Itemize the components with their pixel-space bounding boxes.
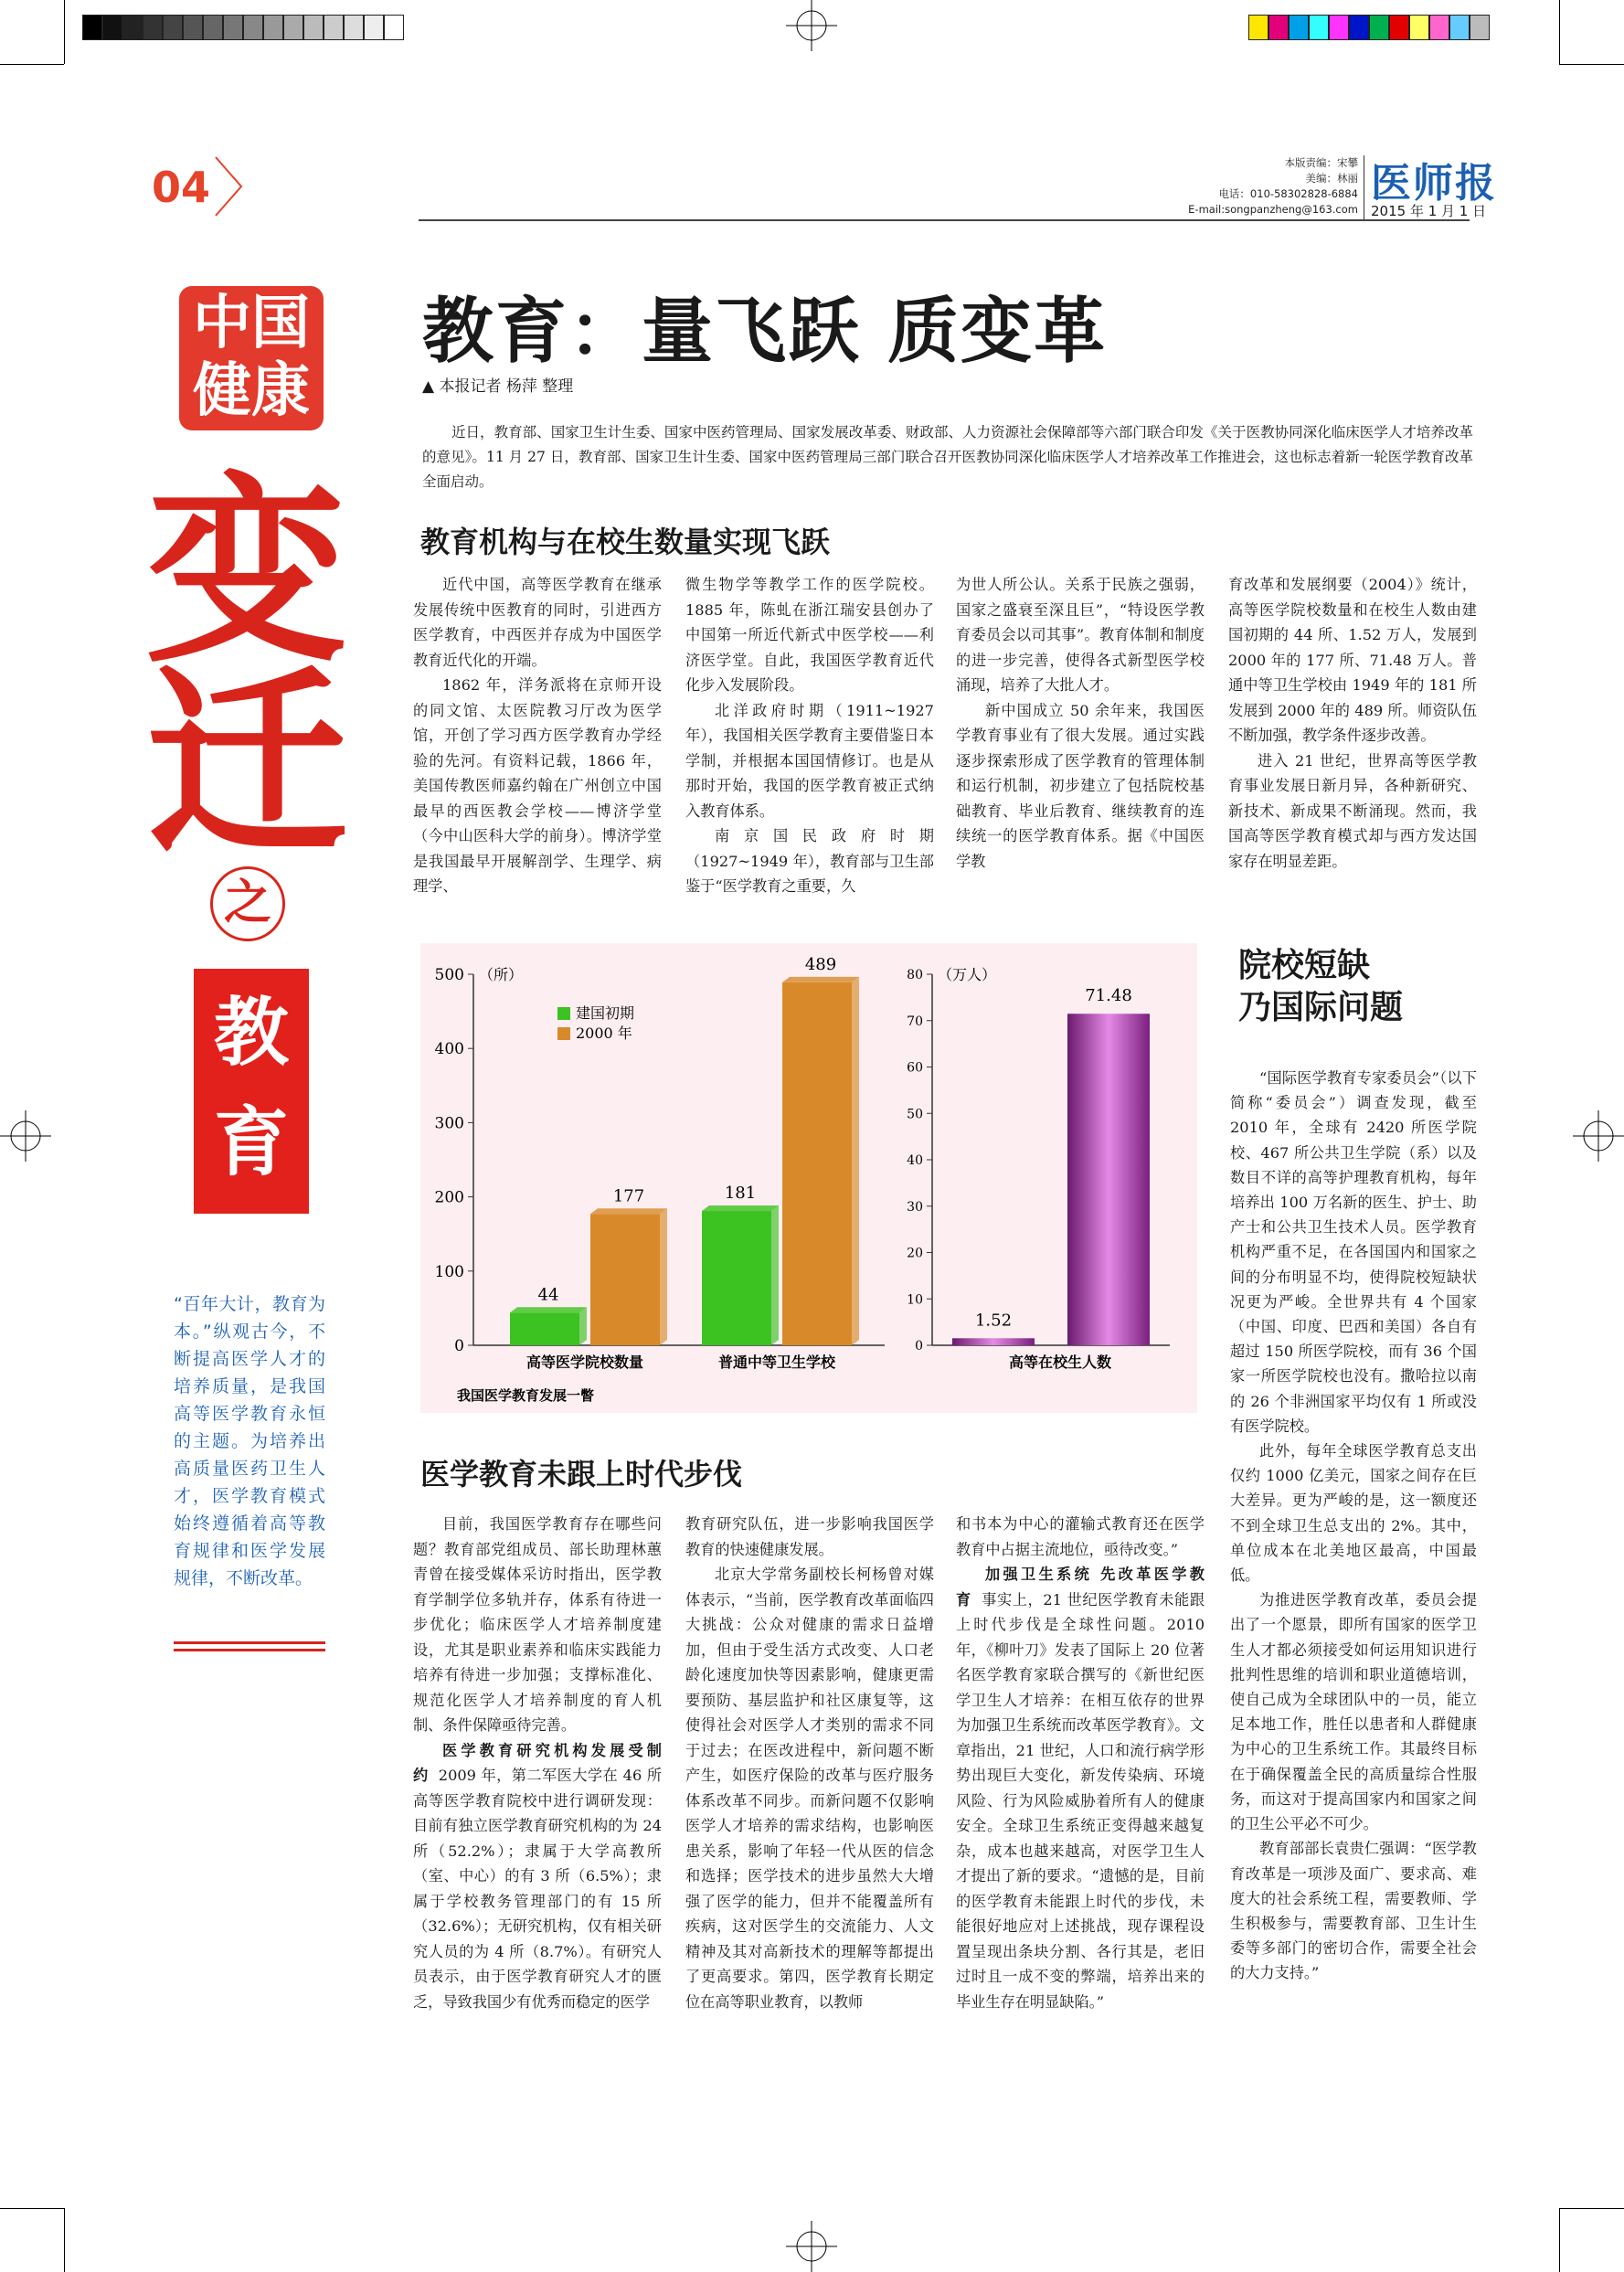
paragraph: 教育研究队伍，进一步影响我国医学教育的快速健康发展。	[685, 1515, 934, 1558]
header-rule	[419, 219, 1470, 221]
bar-side	[771, 1205, 779, 1345]
section1-column-3	[956, 572, 1205, 874]
category-label: 高等医学院校数量	[525, 1354, 644, 1371]
crop-mark	[0, 2208, 64, 2209]
y-tick-label: 20	[907, 1246, 923, 1261]
y-tick-label: 10	[907, 1292, 923, 1308]
paragraph: 近代中国，高等医学教育在继承发展传统中医教育的同时，引进西方医学教育，中西医并存成为中国医学教育近代化的开端。	[413, 576, 662, 669]
gray-registration-bar	[82, 15, 404, 40]
y-axis-unit: （万人）	[938, 966, 997, 983]
quote-rule	[174, 1641, 325, 1644]
registration-target-icon	[0, 1110, 51, 1162]
section2-column-3	[956, 1512, 1205, 2014]
bar	[1067, 1014, 1150, 1345]
education-box	[194, 969, 309, 1214]
bar-side	[660, 1208, 667, 1345]
headline-char-zhi: 之	[210, 866, 285, 941]
chevron-right-icon	[212, 155, 245, 218]
y-tick-label: 70	[907, 1014, 923, 1029]
headline-char-yu: 育	[213, 1099, 289, 1186]
side-heading-line: 院校短缺	[1238, 947, 1371, 984]
paragraph-text: 2009 年，第二军医大学在 46 所高等医学教育院校中进行调研发现：目前有独立医学教育研究机构的为 24 所（52.2%）；隶属于大学高教所（室、中心）的有 3 所（6.5%）；隶属于学校教务管理部门的有 15 所（32.6%）；无研究机构，仅有相关研究人员的为 4 所（8.7%）。有研究人员表示，由于医学教育研究人才的匮乏，导致我国少有优秀而稳定的医学	[413, 1767, 663, 2011]
column-quote: “百年大计，教育为本。”纵观古今，不断提高医学人才的培养质量，是我国高等医学教育永恒的主题。为培养出高质量医药卫生人才，医学教育模式始终遵循着高等教育规律和医学发展规律，不断改革。	[174, 1294, 325, 1588]
headline-char-bian: 变	[146, 452, 348, 689]
seal-text: 中国健康	[193, 289, 310, 425]
paragraph: 和书本为中心的灌输式教育还在医学教育中占据主流地位，亟待改变。”	[956, 1515, 1205, 1558]
registration-target-icon	[1573, 1110, 1624, 1162]
bar-top	[782, 977, 859, 982]
paragraph: 教育部部长袁贵仁强调：“医学教育改革是一项涉及面广、要求高、难度大的社会系统工程，需要教师、学生积极参与，需要教育部、卫生计生委等多部门的密切合作，需要全社会的大力支持。”	[1230, 1840, 1477, 1982]
crop-mark	[1559, 2208, 1624, 2209]
registration-target-icon	[786, 2221, 837, 2272]
y-tick-label: 500	[434, 966, 464, 984]
paragraph: 微生物学等教学工作的医学院校。1885 年，陈虬在浙江瑞安县创办了中国第一所近代新式中医学校——利济医学堂。自此，我国医学教育近代化步入发展阶段。	[685, 576, 934, 694]
crop-mark	[64, 2208, 65, 2272]
quote-rule	[174, 1649, 325, 1651]
china-health-seal	[179, 286, 324, 430]
headline-char-qian: 迁	[146, 644, 348, 881]
registration-target-icon	[786, 0, 837, 51]
bar	[782, 982, 852, 1345]
bar-side	[579, 1307, 587, 1345]
paragraph: 1862 年，洋务派将在京师开设的同文馆、太医院教习厅改为医学馆，开创了学习西方医学教育办学经验的先河。有资料记载，1866 年，美国传教医师嘉约翰在广州创立中国最早的西医教会学校——博济学堂（今中山医科大学的前身）。博济学堂是我国最早开展解剖学、生理学、病理学、	[413, 676, 662, 895]
side-column	[1230, 1066, 1477, 1986]
category-label: 高等在校生人数	[1008, 1354, 1112, 1371]
editor-name: 本版责编：宋攀	[1284, 156, 1358, 169]
paragraph: 进入 21 世纪，世界高等医学教育事业发展日新月异，各种新研究、新技术、新成果不断涌现。然而，我国高等医学教育模式却与西方发达国家存在明显差距。	[1228, 751, 1477, 870]
y-tick-label: 60	[907, 1060, 923, 1076]
side-heading	[1238, 945, 1403, 1029]
section-heading: 教育机构与在校生数量实现飞跃	[420, 525, 831, 559]
y-tick-label: 40	[907, 1153, 923, 1168]
data-label: 1.52	[974, 1311, 1013, 1331]
section1-column-1	[413, 572, 662, 899]
paragraph: 北京大学常务副校长柯杨曾对媒体表示，“当前，医学教育改革面临四大挑战：公众对健康的需求日益增加，但由于受生活方式改变、人口老龄化速度加快等因素影响，健康更需要预防、基层监护和社区康复等，这使得社会对医学人才类别的需求不同于过去；在医改进程中，新问题不断产生，如医疗保险的改革与医疗服务体系改革不同步。而新问题不仅影响医学人才培养的需求结构，也影响医患关系，影响了年轻一代从医的信念和选择；医学技术的进步虽然大大增强了医学的能力，但并不能覆盖所有疾病，这对医学生的交流能力、人文精神及其对高新技术的理解等都提出了更高要求。第四，医学教育长期定位在高等职业教育，以教师	[685, 1566, 934, 2011]
bar	[510, 1312, 579, 1345]
paragraph-text: 事实上，21 世纪医学教育未能跟上时代步伐是全球性问题。2010 年，《柳叶刀》发表了国际上 20 位著名医学教育家联合撰写的《新世纪医学卫生人才培养：在相互依存的世界为加强卫生系统而改革医学教育》。文章指出，21 世纪，人口和流行病学形势出现巨大变化，新发传染病、环境风险、行为风险威胁着所有人的健康安全。全球卫生系统正变得越来越复杂，成本也越来越高，对医学卫生人才提出了新的要求。“遗憾的是，目前的医学教育未能跟上时代的步伐，未能很好地应对上述挑战，现存课程设置呈现出条块分割、各行其是，老旧过时且一成不变的弊端，培养出来的毕业生存在明显缺陷。”	[956, 1590, 1205, 2011]
category-label: 普通中等卫生学校	[717, 1354, 836, 1371]
paragraph: 目前，我国医学教育存在哪些问题？教育部党组成员、部长助理林蕙青曾在接受媒体采访时指出，医学教育学制学位多轨并存，体系有待进一步优化；临床医学人才培养制度建设，尤其是职业素养和临床实践能力培养有待进一步加强；支撑标准化、规范化医学人才培养制度的育人机制、条件保障亟待完善。	[413, 1515, 662, 1734]
section1-column-2	[685, 572, 934, 899]
education-chart	[420, 943, 1197, 1413]
legend-swatch	[557, 1027, 570, 1040]
legend-label: 建国初期	[576, 1004, 635, 1022]
y-tick-label: 80	[907, 968, 923, 982]
legend-swatch	[557, 1007, 570, 1020]
crop-mark	[0, 64, 64, 65]
paragraph	[956, 1562, 1205, 2014]
paragraph: 为世人所公认。关系于民族之强弱，国家之盛衰至深且巨”，“特设医学教育委员会以司其事”。教育体制和制度的进一步完善，使得各式新型医学校涌现，培养了大批人才。	[956, 576, 1205, 694]
masthead-logo: 医师报	[1371, 160, 1497, 207]
bar	[702, 1211, 771, 1345]
data-label: 44	[537, 1285, 559, 1305]
y-tick-label: 0	[454, 1337, 464, 1355]
paragraph: 此外，每年全球医学教育总支出仅约 1000 亿美元，国家之间存在巨大差异。更为严峻的是，这一额度还不到全球卫生总支出的 2%。其中，单位成本在北美地区最高，中国最低。	[1230, 1442, 1477, 1585]
y-tick-label: 0	[915, 1339, 923, 1354]
y-tick-label: 100	[434, 1262, 464, 1281]
crop-mark	[1559, 0, 1560, 64]
bar	[952, 1338, 1035, 1345]
y-tick-label: 30	[907, 1199, 923, 1215]
section2-column-2	[685, 1512, 934, 2014]
paragraph: 北洋政府时期（1911~1927 年），我国相关医学教育主要借鉴日本学制，并根据本国国情修订。也是从那时开始，我国的医学教育被正式纳入教育体系。	[685, 701, 934, 820]
chart-title: 我国医学教育发展一瞥	[457, 1387, 595, 1404]
y-tick-label: 300	[434, 1114, 464, 1133]
y-axis-unit: （所）	[479, 966, 524, 983]
bar-side	[852, 977, 859, 1345]
data-label: 177	[612, 1186, 645, 1206]
bar	[590, 1214, 660, 1345]
data-label: 181	[724, 1184, 757, 1204]
side-heading-line: 乃国际问题	[1238, 989, 1404, 1026]
y-tick-label: 50	[907, 1107, 923, 1122]
y-tick-label: 200	[434, 1188, 464, 1207]
data-label: 71.48	[1085, 986, 1132, 1006]
phone-number: 电话：010-58302828-6884	[1218, 187, 1358, 200]
article-title: 教育：量飞跃 质变革	[422, 291, 1108, 373]
paragraph: 新中国成立 50 余年来，我国医学教育事业有了很大发展。通过实践逐步探索形成了医学教育的管理体制和运行机制，初步建立了包括院校基础教育、毕业后教育、继续教育的连续统一的医学教育体系。据《中国医学教	[956, 701, 1205, 870]
publication-date: 2015 年 1 月 1 日	[1371, 203, 1487, 219]
lead-paragraph: 近日，教育部、国家卫生计生委、国家中医药管理局、国家发展改革委、财政部、人力资源社会保障部等六部门联合印发《关于医教协同深化临床医学人才培养改革的意见》。11 月 27 日，教育部、国家卫生计生委、国家中医药管理局三部门联合召开医教协同深化临床医学人才培养改革工作推进会，这也标志着新一轮医学教育改革全面启动。	[422, 424, 1473, 490]
byline: ▲ 本报记者 杨萍 整理	[422, 377, 574, 396]
paragraph: “国际医学教育专家委员会”（以下简称“委员会”）调查发现，截至 2010 年，全球有 2420 所医学院校、467 所公共卫生学院（系）以及数目不详的高等护理教育机构，每年培养出 100 万名新的医生、护士、助产士和公共卫生技术人员。医学教育机构严重不足，在各国国内和国家之间的分布明显不均，使得院校短缺状况更为严峻。全世界共有 4 个国家（中国、印度、巴西和美国）各自有超过 150 所医学院校，而有 36 个国家一所医学院校也没有。撒哈拉以南的 26 个非洲国家平均仅有 1 所或没有医学院校。	[1230, 1069, 1477, 1435]
paragraph: 育改革和发展纲要（2004）》统计，高等医学院校数量和在校生人数由建国初期的 44 所、1.52 万人，发展到 2000 年的 177 所、71.48 万人。普通中等卫生学校由 1949 年的 181 所发展到 2000 年的 489 所。师资队伍不断加强，教学条件逐步改善。	[1228, 576, 1477, 744]
page-number: 04	[152, 163, 211, 212]
bar-top	[702, 1205, 779, 1211]
section2-column-1	[413, 1512, 662, 2014]
paragraph: 为推进医学教育改革，委员会提出了一个愿景，即所有国家的医学卫生人才都必须接受如何运用知识进行批判性思维的培训和职业道德培训，使自己成为全球团队中的一员，能立足本地工作，胜任以患者和人群健康为中心的卫生系统工作。其最终目标在于确保覆盖全民的高质量综合性服务，而这对于提高国家内和国家之间的卫生公平必不可少。	[1230, 1591, 1477, 1833]
bar-top	[510, 1307, 587, 1312]
headline-char-jiao: 教	[213, 989, 289, 1077]
data-label: 489	[804, 954, 837, 974]
editor-info	[1184, 155, 1358, 218]
legend-label: 2000 年	[576, 1025, 632, 1042]
crop-mark	[1559, 64, 1624, 65]
subheading: 医学教育研究机构发展受制约	[413, 1741, 662, 1784]
y-tick-label: 400	[434, 1040, 464, 1059]
paragraph: 南京国民政府时期（1927~1949 年），教育部与卫生部鉴于“医学教育之重要，久	[685, 827, 934, 895]
crop-mark	[1559, 2208, 1560, 2272]
email-address: E-mail:songpanzheng@163.com	[1188, 203, 1358, 216]
crop-mark	[64, 0, 65, 64]
color-registration-bar	[1248, 15, 1490, 40]
section1-column-4	[1228, 572, 1477, 874]
paragraph	[413, 1738, 662, 2015]
subheading: 加强卫生系统 先改革医学教育	[956, 1566, 1205, 1608]
section-heading: 医学教育未跟上时代步伐	[420, 1457, 743, 1492]
chart-svg	[420, 943, 1197, 1413]
bar-top	[590, 1208, 667, 1214]
designer-name: 美编：林丽	[1305, 172, 1358, 185]
